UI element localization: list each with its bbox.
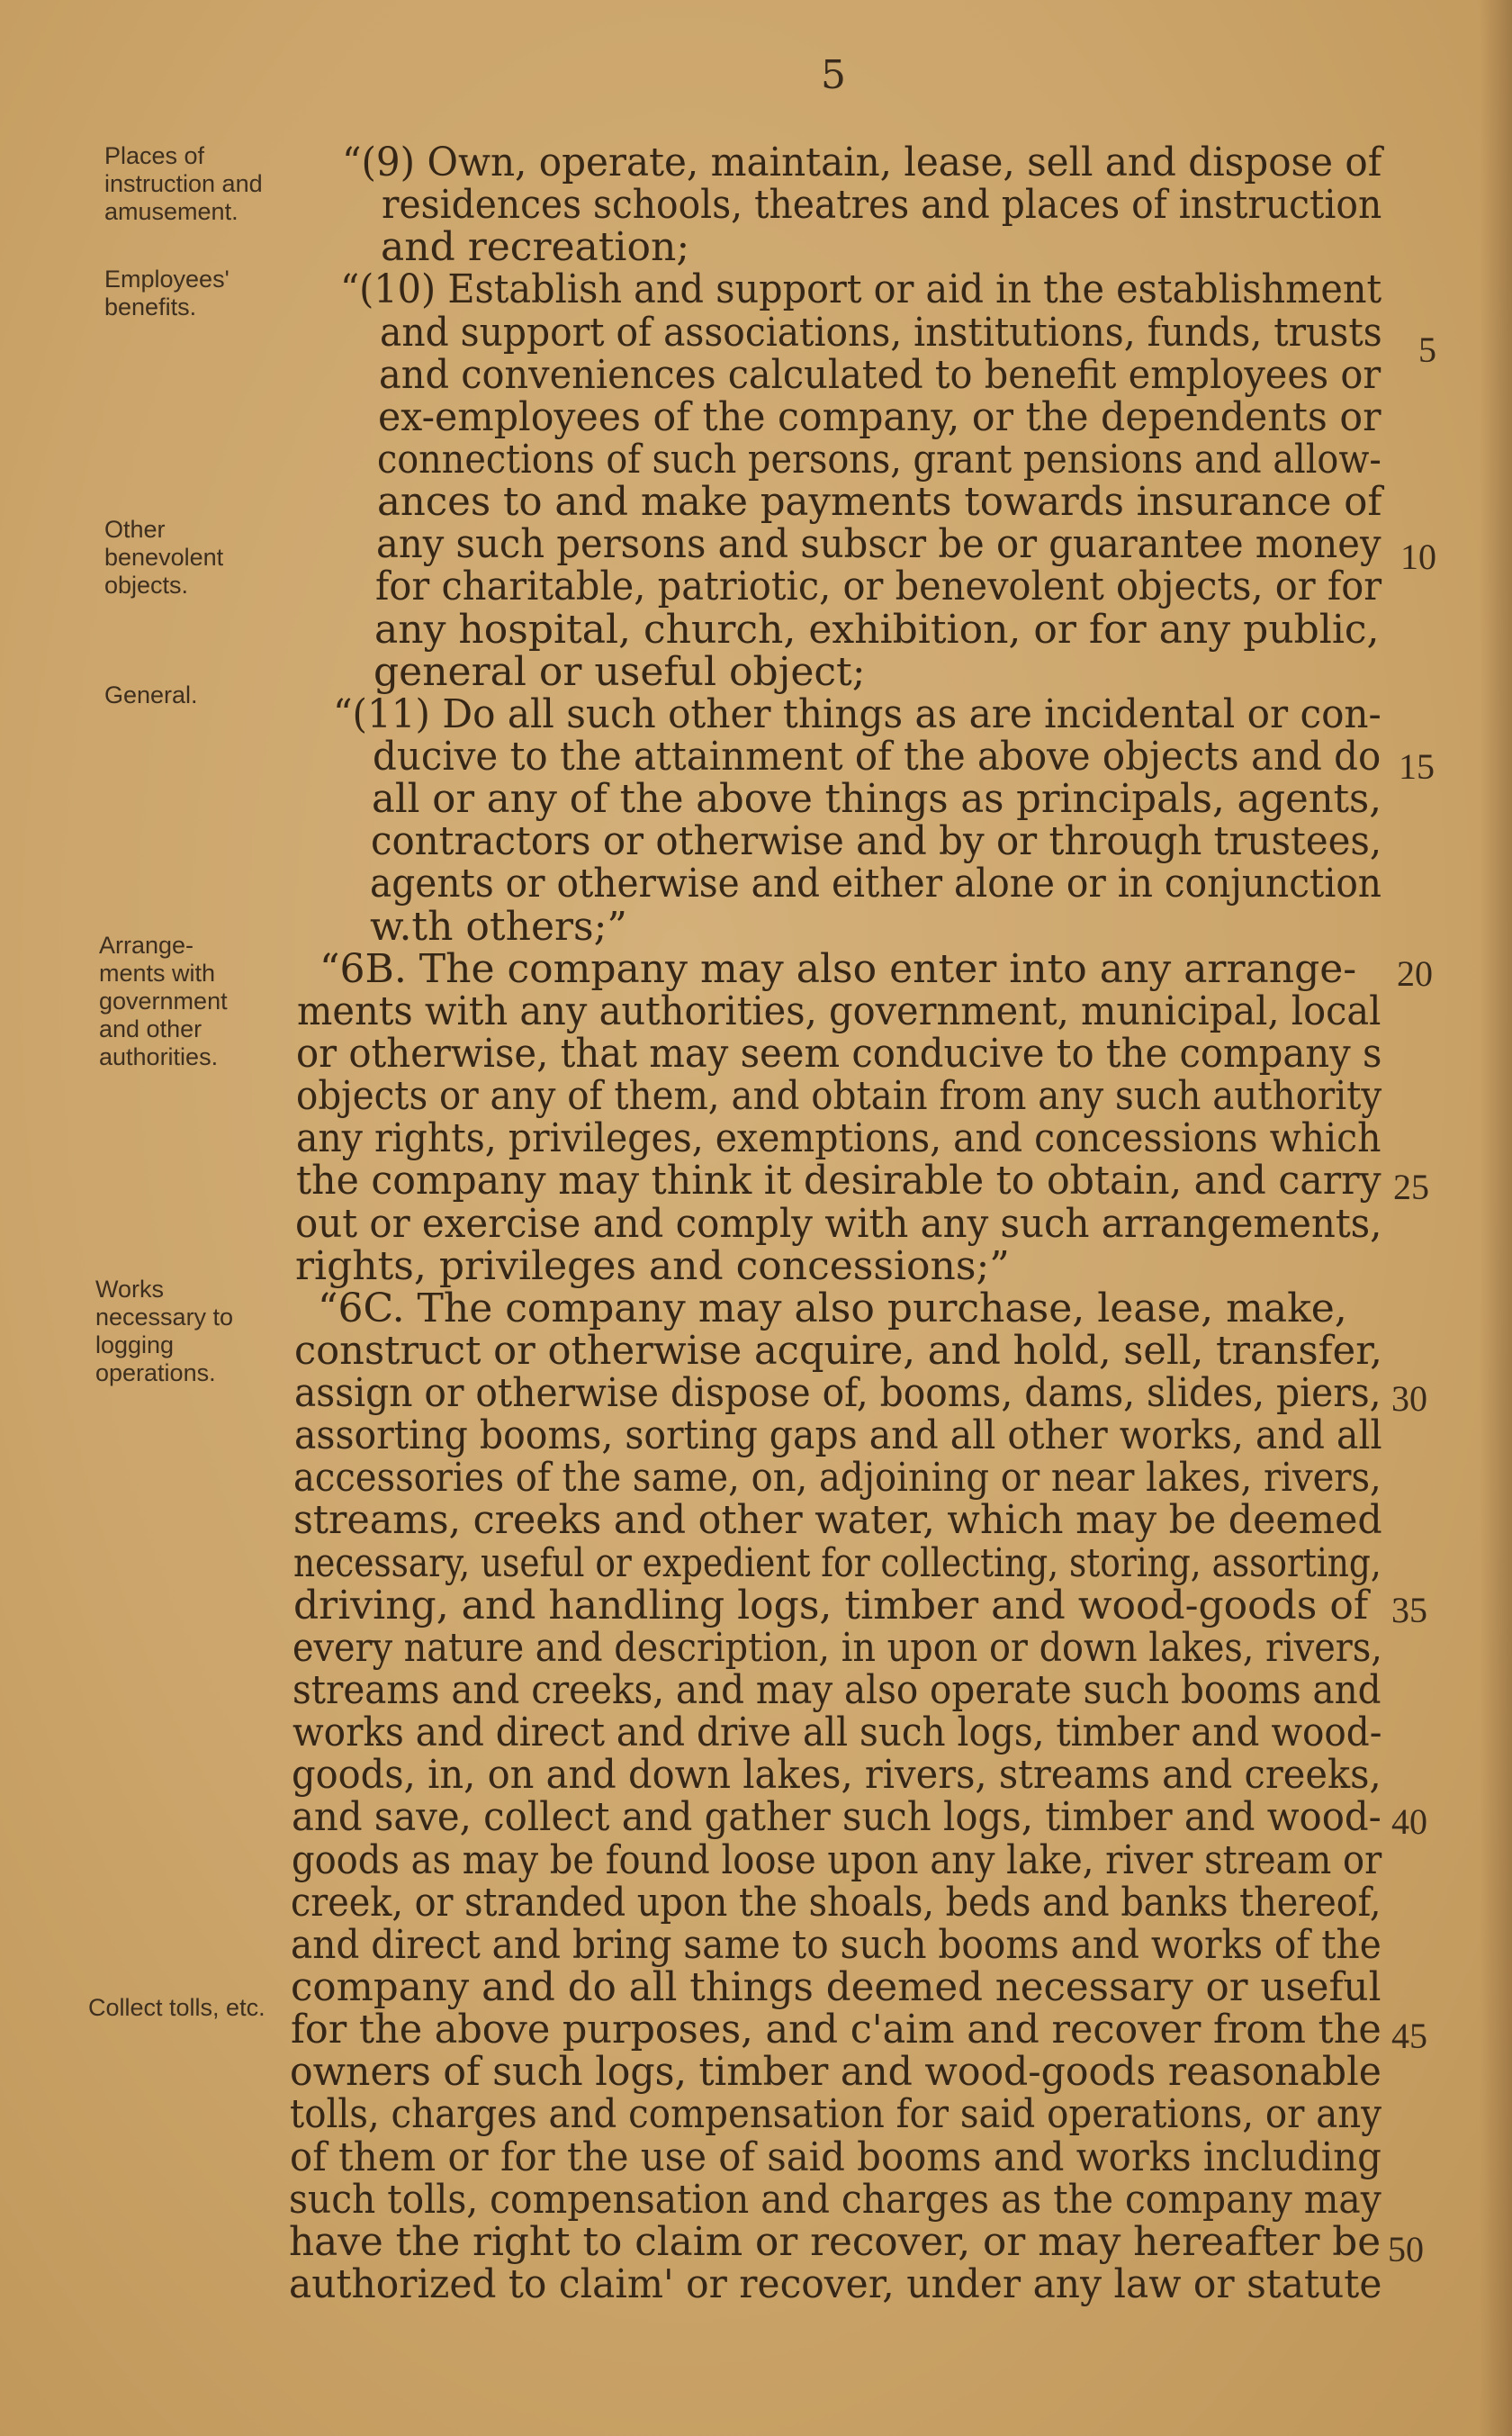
text-line: and recreation;: [381, 224, 690, 270]
text-line: such tolls, compensation and charges as the company may: [289, 2177, 1382, 2223]
text-line: creek, or stranded upon the shoals, beds and banks thereof,: [291, 1880, 1382, 1926]
text-line: every nature and description, in upon or down lakes, rivers,: [292, 1625, 1382, 1671]
line-number: 25: [1393, 1167, 1429, 1207]
text-line: authorized to claim' or recover, under any law or statute: [289, 2261, 1382, 2307]
line-number: 15: [1399, 746, 1435, 787]
text-line: ments with any authorities, government, municipal, local: [297, 988, 1382, 1034]
text-line: “(9) Own, operate, maintain, lease, sell and dispose of: [342, 140, 1382, 185]
text-line: streams and creeks, and may also operate such booms and: [292, 1667, 1382, 1713]
text-line: owners of such logs, timber and wood-goods reasonable: [290, 2049, 1382, 2095]
margin-note: Other benevolent objects.: [104, 516, 224, 599]
text-line: construct or otherwise acquire, and hold, sell, transfer,: [294, 1328, 1382, 1374]
margin-note: Employees' benefits.: [104, 266, 230, 320]
text-line: agents or otherwise and either alone or in conjunction: [370, 861, 1382, 907]
line-number: 45: [1391, 2016, 1427, 2056]
line-number: 30: [1391, 1378, 1427, 1419]
text-line: “(11) Do all such other things as are incidental or con-: [333, 691, 1382, 737]
text-line: goods as may be found loose upon any lake, river stream or: [292, 1837, 1382, 1883]
text-line: “(10) Establish and support or aid in the establishment: [340, 266, 1382, 312]
line-number: 20: [1397, 953, 1433, 994]
text-line: any such persons and subscr be or guarantee money: [376, 521, 1382, 567]
text-line: tolls, charges and compensation for said operations, or any: [290, 2091, 1382, 2137]
text-line: and save, collect and gather such logs, timber and wood-: [292, 1794, 1382, 1840]
text-line: all or any of the above things as principals, agents,: [372, 776, 1382, 822]
text-line: works and direct and drive all such logs, timber and wood-: [292, 1710, 1382, 1755]
line-number: 40: [1391, 1801, 1427, 1842]
text-line: general or useful object;: [374, 649, 866, 695]
line-number: 35: [1391, 1590, 1427, 1630]
text-line: any hospital, church, exhibition, or for any public,: [374, 607, 1380, 653]
text-line: company and do all things deemed necessary or useful: [291, 1964, 1382, 2010]
text-line: “6B. The company may also enter into any arrange-: [320, 946, 1357, 992]
text-line: driving, and handling logs, timber and wood-goods of: [293, 1583, 1369, 1629]
text-line: ex-employees of the company, or the dependents or: [378, 394, 1382, 440]
margin-note: General.: [104, 681, 198, 708]
text-line: and support of associations, institutions, funds, trusts: [380, 310, 1382, 356]
text-line: assign or otherwise dispose of, booms, dams, slides, piers,: [294, 1370, 1382, 1416]
text-line: w.th others;”: [370, 904, 627, 950]
line-number: 10: [1400, 537, 1436, 577]
text-line: and direct and bring same to such booms and works of the: [291, 1922, 1382, 1968]
text-line: for the above purposes, and c'aim and recover from the: [291, 2007, 1382, 2053]
margin-note: Arrange- ments with government and other authorities.: [99, 932, 228, 1070]
text-line: “6C. The company may also purchase, lease, make,: [318, 1286, 1347, 1331]
text-line: contractors or otherwise and by or through trustees,: [371, 818, 1382, 864]
text-line: assorting booms, sorting gaps and all other works, and all: [294, 1412, 1382, 1458]
text-line: out or exercise and comply with any such arrangements,: [295, 1201, 1382, 1247]
text-line: have the right to claim or recover, or may hereafter be: [289, 2219, 1382, 2265]
margin-note: Collect tolls, etc.: [88, 1994, 266, 2021]
text-line: residences schools, theatres and places of instruction: [382, 182, 1382, 228]
text-line: of them or for the use of said booms and works including: [290, 2134, 1382, 2180]
text-line: and conveniences calculated to benefit employees or: [379, 352, 1382, 398]
text-line: any rights, privileges, exemptions, and concessions which: [296, 1115, 1382, 1161]
text-line: ances to and make payments towards insurance of: [377, 479, 1382, 525]
text-line: necessary, useful or expedient for collecting, storing, assorting,: [293, 1540, 1382, 1586]
text-line: connections of such persons, grant pensions and allow-: [377, 437, 1382, 483]
line-number: 5: [1418, 329, 1436, 370]
text-line: goods, in, on and down lakes, rivers, streams and creeks,: [292, 1752, 1382, 1798]
text-line: rights, privileges and concessions;”: [295, 1243, 1010, 1289]
text-line: accessories of the same, on, adjoining or near lakes, rivers,: [293, 1455, 1382, 1501]
text-line: streams, creeks and other water, which may be deemed: [293, 1497, 1382, 1543]
page-edge-shadow: [1480, 0, 1512, 2436]
margin-note: Places of instruction and amusement.: [104, 142, 263, 225]
text-line: for charitable, patriotic, or benevolent objects, or for: [375, 564, 1382, 609]
text-line: ducive to the attainment of the above objects and do: [373, 734, 1382, 780]
text-line: objects or any of them, and obtain from any such authority: [296, 1073, 1382, 1119]
page-number: 5: [821, 52, 846, 98]
text-line: or otherwise, that may seem conducive to the company s: [296, 1031, 1382, 1077]
line-number: 50: [1388, 2229, 1424, 2269]
text-line: the company may think it desirable to obtain, and carry: [296, 1158, 1382, 1204]
margin-note: Works necessary to logging operations.: [95, 1276, 234, 1386]
